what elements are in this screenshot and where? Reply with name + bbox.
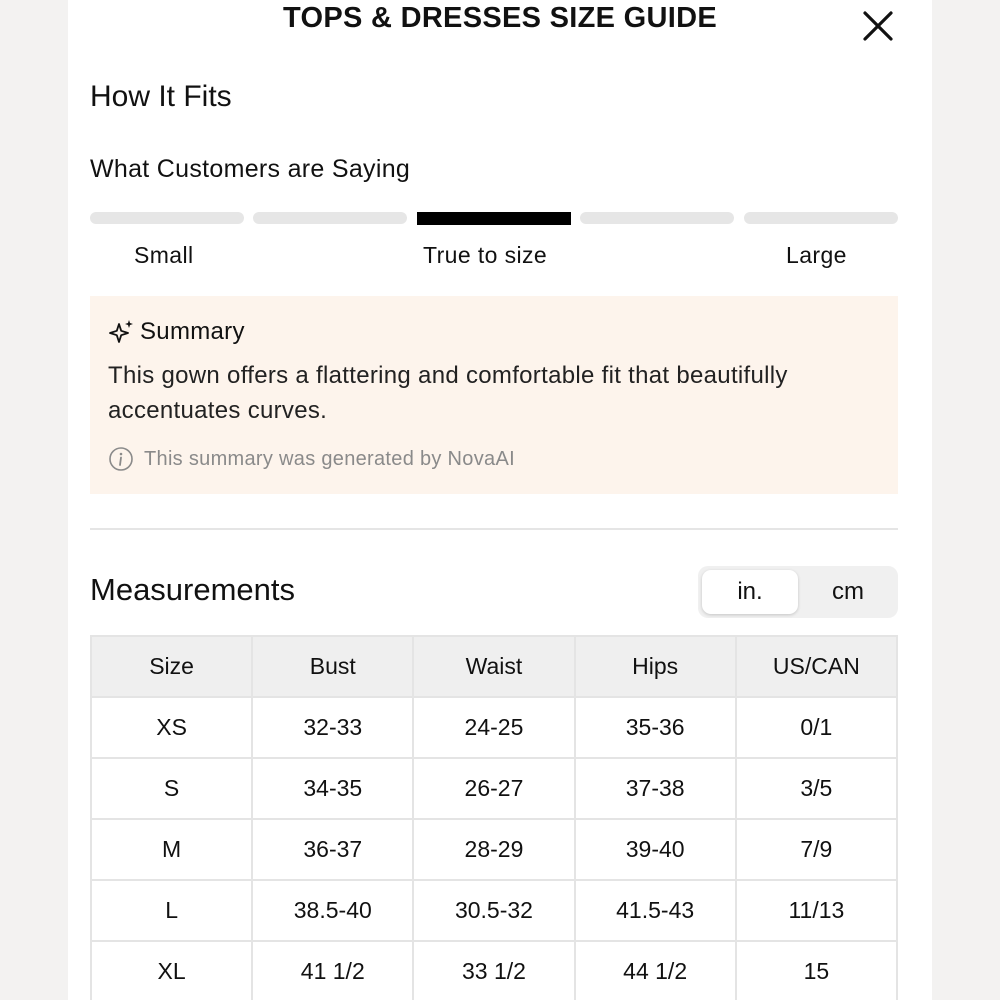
fit-label-small: Small <box>134 242 194 268</box>
table-cell: 37-38 <box>575 758 736 819</box>
table-cell: 32-33 <box>252 697 413 758</box>
unit-inches-button[interactable]: in. <box>702 570 798 614</box>
sparkle-icon <box>108 318 136 346</box>
fit-label-large: Large <box>786 242 847 268</box>
table-cell: 3/5 <box>736 758 897 819</box>
info-icon <box>108 446 134 472</box>
fit-segment <box>580 212 734 224</box>
summary-card <box>90 296 898 494</box>
table-row <box>91 819 897 880</box>
summary-text: This gown offers a flattering and comfortable fit that beautifully accentuates curves. <box>108 362 788 424</box>
summary-header <box>108 318 245 346</box>
table-row <box>91 880 897 941</box>
column-header: Hips <box>575 636 736 697</box>
customers-saying-heading: What Customers are Saying <box>90 155 411 183</box>
table-header-row <box>91 636 897 697</box>
backdrop-left <box>0 0 68 1000</box>
fit-segment <box>253 212 407 224</box>
table-cell: 41 1/2 <box>252 941 413 1000</box>
table-cell: 30.5-32 <box>413 880 574 941</box>
how-it-fits-heading: How It Fits <box>90 80 232 113</box>
close-button[interactable] <box>860 8 896 44</box>
backdrop-right <box>932 0 1000 1000</box>
table-cell: 36-37 <box>252 819 413 880</box>
table-cell: 39-40 <box>575 819 736 880</box>
page-title: TOPS & DRESSES SIZE GUIDE <box>282 2 717 34</box>
table-cell: 41.5-43 <box>575 880 736 941</box>
fit-label-true-to-size: True to size <box>423 242 548 268</box>
fit-segment <box>90 212 244 224</box>
summary-title: Summary <box>140 318 245 345</box>
table-cell: 28-29 <box>413 819 574 880</box>
table-cell: 35-36 <box>575 697 736 758</box>
table-row <box>91 758 897 819</box>
table-row <box>91 697 897 758</box>
size-guide-sheet <box>68 0 932 1000</box>
close-icon <box>860 8 896 44</box>
table-cell: 15 <box>736 941 897 1000</box>
column-header: US/CAN <box>736 636 897 697</box>
table-cell: M <box>91 819 252 880</box>
summary-note <box>108 446 515 472</box>
fit-segment <box>744 212 898 224</box>
table-cell: 11/13 <box>736 880 897 941</box>
column-header: Size <box>91 636 252 697</box>
table-cell: 24-25 <box>413 697 574 758</box>
column-header: Waist <box>413 636 574 697</box>
section-divider <box>90 528 898 530</box>
table-cell: 34-35 <box>252 758 413 819</box>
unit-cm-button[interactable]: cm <box>832 578 864 605</box>
fit-scale <box>90 212 898 226</box>
table-cell: 44 1/2 <box>575 941 736 1000</box>
measurements-heading: Measurements <box>90 572 296 607</box>
unit-toggle[interactable] <box>698 566 898 618</box>
table-row <box>91 941 897 1000</box>
table-cell: 26-27 <box>413 758 574 819</box>
table-cell: XS <box>91 697 252 758</box>
table-cell: 7/9 <box>736 819 897 880</box>
size-table <box>90 635 898 1000</box>
summary-note-text: This summary was generated by NovaAI <box>144 447 515 470</box>
table-cell: 38.5-40 <box>252 880 413 941</box>
column-header: Bust <box>252 636 413 697</box>
table-cell: XL <box>91 941 252 1000</box>
table-cell: L <box>91 880 252 941</box>
table-cell: 33 1/2 <box>413 941 574 1000</box>
table-cell: S <box>91 758 252 819</box>
table-cell: 0/1 <box>736 697 897 758</box>
fit-segment-active <box>417 212 571 225</box>
